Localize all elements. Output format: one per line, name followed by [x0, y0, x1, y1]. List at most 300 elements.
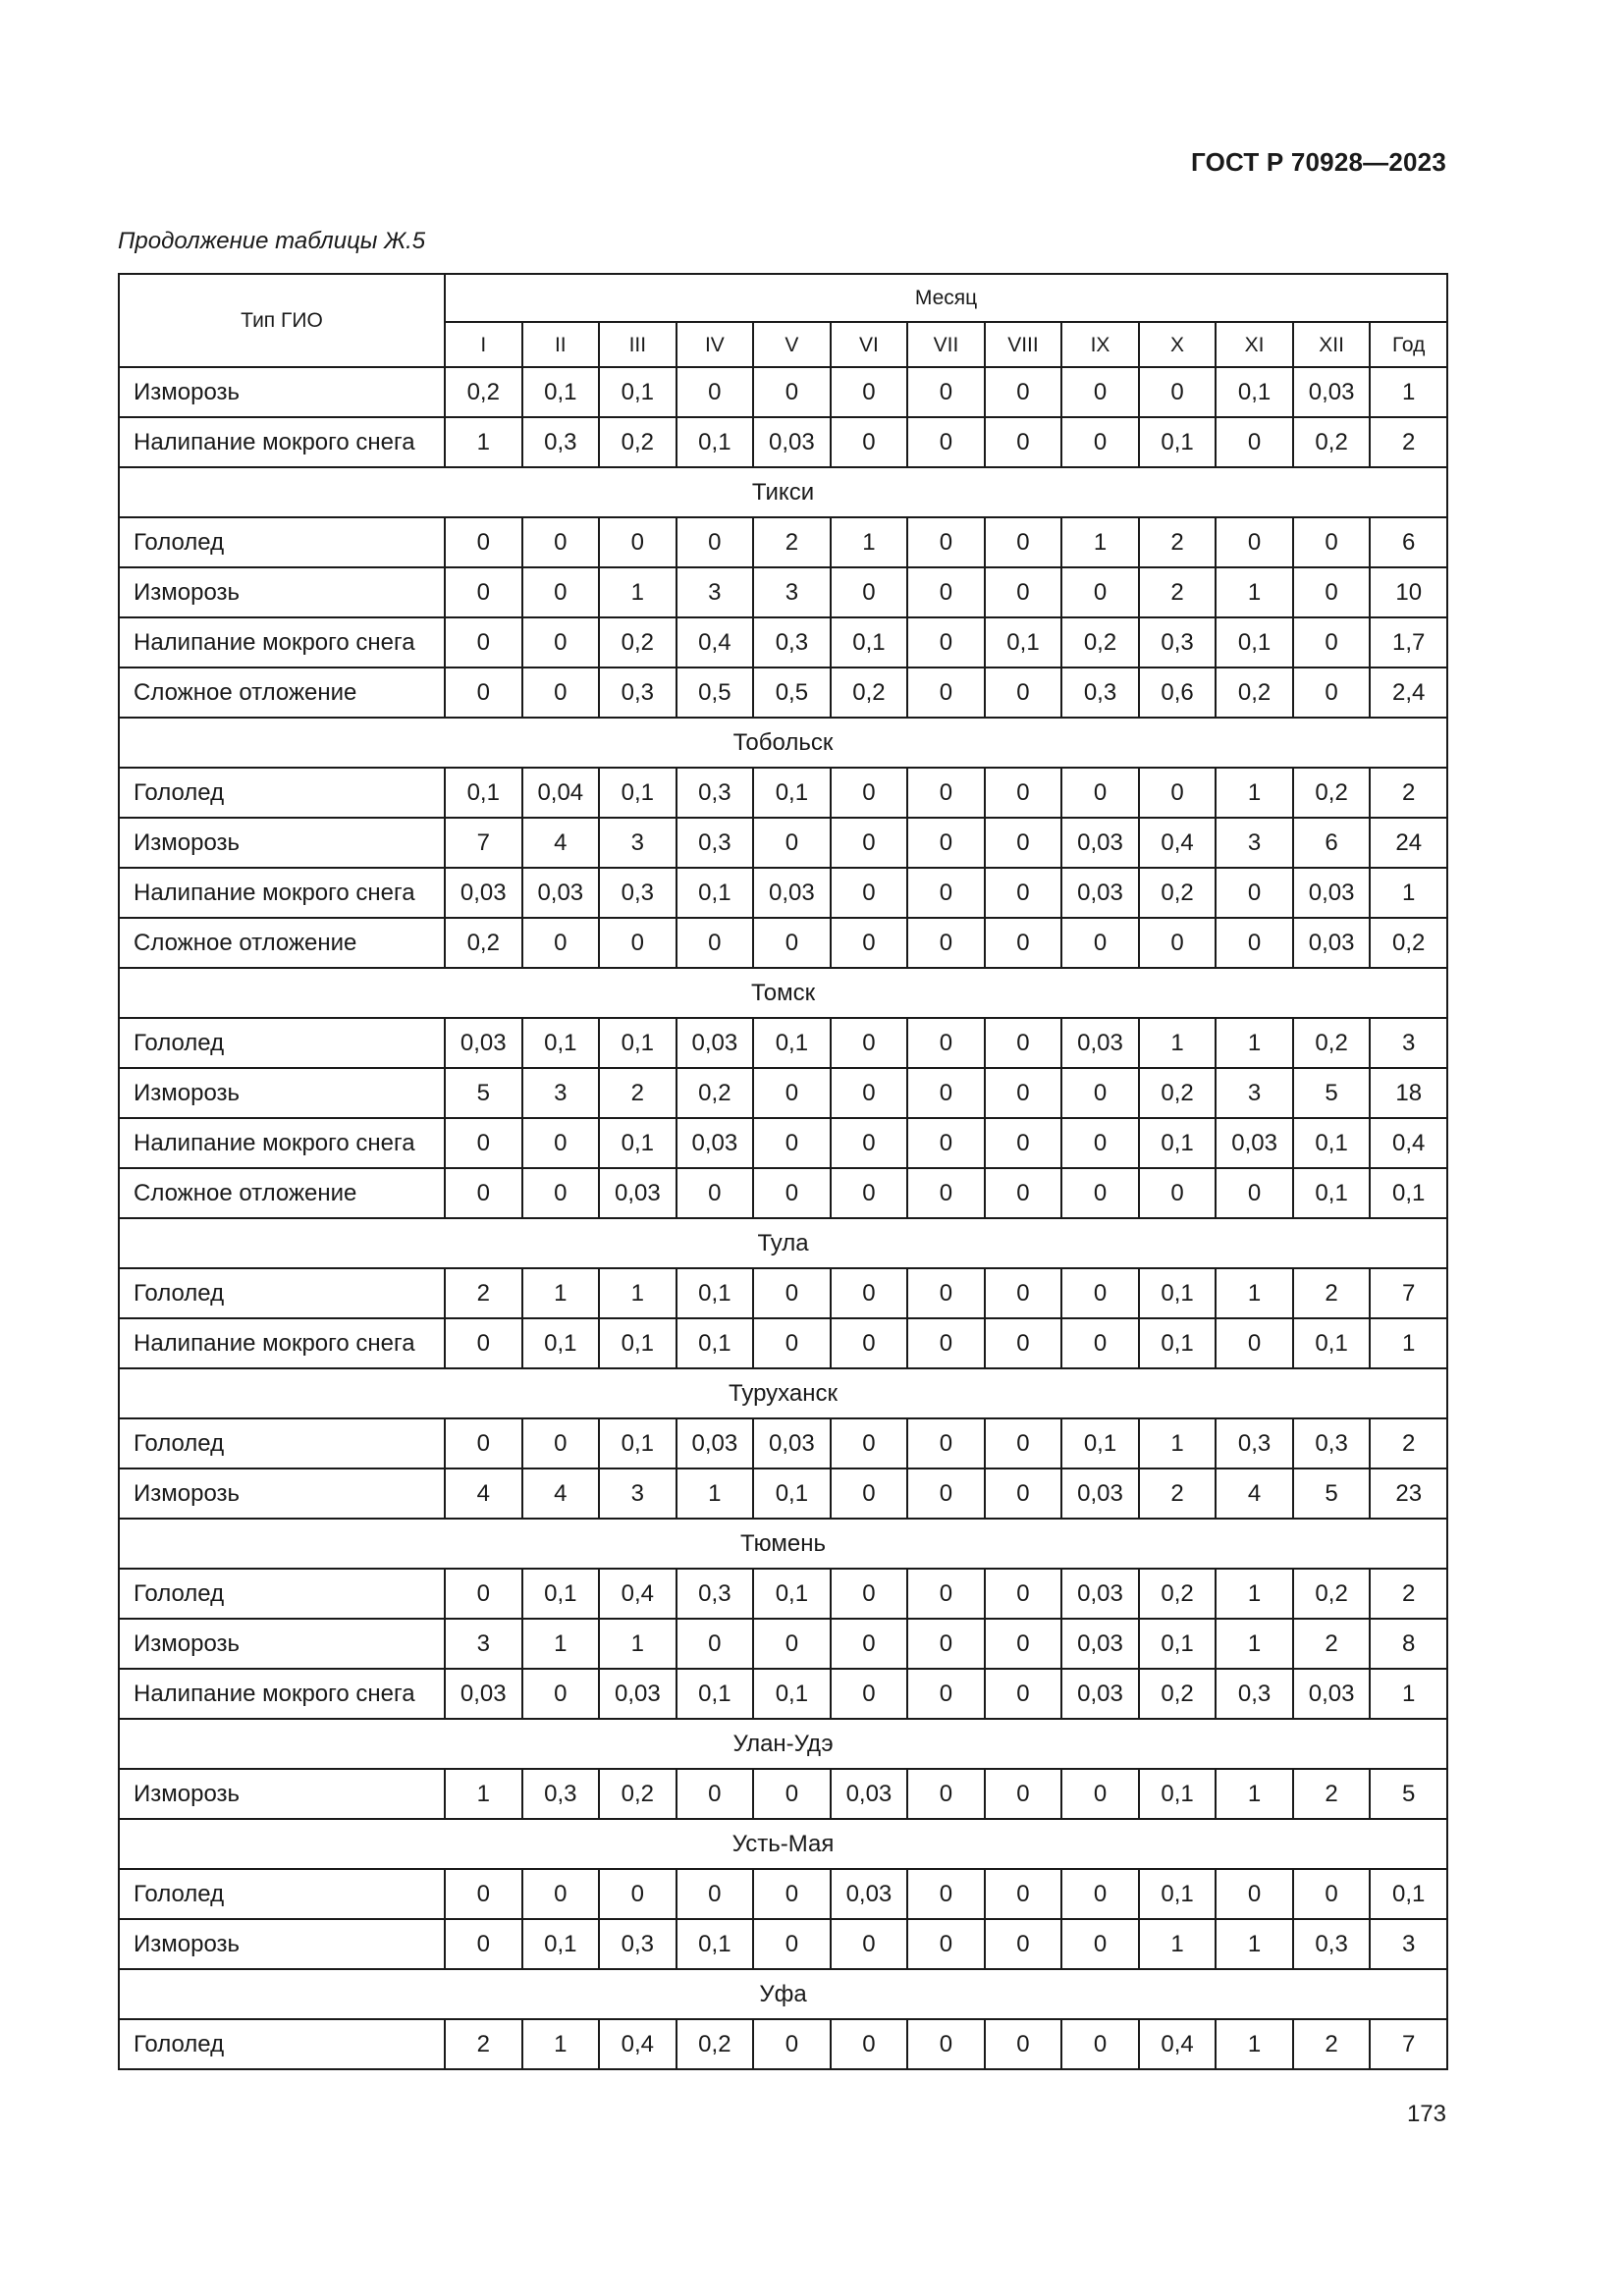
table-cell: 0,1: [1293, 1168, 1371, 1218]
station-name: Усть-Мая: [119, 1819, 1447, 1869]
table-cell: 2: [1139, 517, 1217, 567]
table-cell: 0: [985, 1118, 1062, 1168]
table-cell: 0: [831, 367, 908, 417]
table-cell: 0: [907, 1418, 985, 1468]
table-cell: 0: [1139, 768, 1217, 818]
table-cell: 0,04: [522, 768, 600, 818]
gio-type: Изморозь: [119, 1769, 445, 1819]
table-cell: 0,2: [1293, 417, 1371, 467]
table-cell: 0: [1061, 768, 1139, 818]
table-row: [119, 1769, 1447, 1819]
table-cell: 1: [1216, 567, 1293, 617]
table-cell: 2: [1370, 1418, 1447, 1468]
table-cell: 0: [522, 1418, 600, 1468]
table-caption: Продолжение таблицы Ж.5: [118, 228, 426, 254]
table-cell: 0: [985, 818, 1062, 868]
table-cell: 0: [599, 517, 677, 567]
table-row: [119, 1619, 1447, 1669]
station-name: Тикси: [119, 467, 1447, 517]
table-cell: 0: [985, 918, 1062, 968]
table-cell: 0: [445, 1418, 522, 1468]
table-cell: 0: [1061, 1769, 1139, 1819]
table-cell: 0,1: [677, 1919, 754, 1969]
table-cell: 0: [445, 1919, 522, 1969]
table-cell: 0,1: [1139, 1769, 1217, 1819]
table-cell: 1: [1216, 2019, 1293, 2069]
table-cell: 0: [1061, 567, 1139, 617]
table-row: [119, 1468, 1447, 1519]
table-cell: 0: [445, 1318, 522, 1368]
table-cell: 0,03: [677, 1118, 754, 1168]
table-cell: 2: [1293, 1769, 1371, 1819]
table-cell: 1: [1216, 768, 1293, 818]
table-cell: 2: [1293, 1619, 1371, 1669]
table-cell: 0: [753, 1919, 831, 1969]
table-cell: 0: [985, 1418, 1062, 1468]
table-cell: 0,2: [1293, 768, 1371, 818]
table-cell: 0,1: [677, 417, 754, 467]
table-cell: 0,1: [599, 768, 677, 818]
table-header: [119, 274, 1447, 367]
column-header: IX: [1061, 322, 1139, 367]
table-cell: 0,1: [753, 768, 831, 818]
table-cell: 0: [445, 1168, 522, 1218]
table-cell: 0,1: [599, 1418, 677, 1468]
table-cell: 0,03: [1061, 1018, 1139, 1068]
table-cell: 7: [1370, 2019, 1447, 2069]
table-cell: 4: [445, 1468, 522, 1519]
station-name: Улан-Удэ: [119, 1719, 1447, 1769]
table-cell: 0: [1216, 417, 1293, 467]
table-cell: 1: [522, 2019, 600, 2069]
table-cell: 2: [1370, 768, 1447, 818]
table-cell: 0,1: [599, 1018, 677, 1068]
table-cell: 0,03: [677, 1018, 754, 1068]
gio-type: Сложное отложение: [119, 1168, 445, 1218]
table-cell: 0,1: [753, 1569, 831, 1619]
table-cell: 0,4: [677, 617, 754, 667]
table-cell: 0,1: [753, 1468, 831, 1519]
table-cell: 0: [1061, 1268, 1139, 1318]
table-cell: 0: [1061, 1168, 1139, 1218]
table-cell: 0: [1061, 1919, 1139, 1969]
table-cell: 0,03: [599, 1669, 677, 1719]
table-cell: 1: [1216, 1919, 1293, 1969]
table-cell: 0: [985, 1869, 1062, 1919]
table-cell: 0: [1293, 1869, 1371, 1919]
table-cell: 0: [831, 1919, 908, 1969]
table-cell: 0,1: [677, 868, 754, 918]
table-row: [119, 517, 1447, 567]
station-name: Уфа: [119, 1969, 1447, 2019]
table-cell: 0: [445, 617, 522, 667]
table-cell: 3: [677, 567, 754, 617]
type-header: Тип ГИО: [119, 274, 445, 367]
gio-type: Гололед: [119, 2019, 445, 2069]
table-cell: 5: [445, 1068, 522, 1118]
table-cell: 0: [445, 567, 522, 617]
gio-type: Гололед: [119, 1268, 445, 1318]
table-cell: 0: [907, 1619, 985, 1669]
table-cell: 0: [1216, 1869, 1293, 1919]
table-cell: 0: [445, 517, 522, 567]
table-cell: 0: [753, 1068, 831, 1118]
table-cell: 3: [522, 1068, 600, 1118]
table-cell: 3: [753, 567, 831, 617]
table-cell: 0: [599, 918, 677, 968]
table-cell: 2: [1139, 567, 1217, 617]
table-row: [119, 1669, 1447, 1719]
table-cell: 0: [1216, 1318, 1293, 1368]
table-row: [119, 367, 1447, 417]
table-cell: 0: [753, 1318, 831, 1368]
table-cell: 1: [1216, 1619, 1293, 1669]
table-cell: 0: [985, 868, 1062, 918]
table-cell: 23: [1370, 1468, 1447, 1519]
table-cell: 0,3: [753, 617, 831, 667]
table-row: [119, 1068, 1447, 1118]
table-cell: 0: [1139, 1168, 1217, 1218]
table-cell: 0: [831, 1468, 908, 1519]
table-cell: 0,1: [1061, 1418, 1139, 1468]
gio-type: Изморозь: [119, 1068, 445, 1118]
table-cell: 0: [1216, 1168, 1293, 1218]
table-row: [119, 1569, 1447, 1619]
table-cell: 0: [831, 417, 908, 467]
table-row: [119, 1919, 1447, 1969]
table-cell: 0,1: [1139, 1619, 1217, 1669]
table-cell: 1: [1216, 1769, 1293, 1819]
table-cell: 0,03: [599, 1168, 677, 1218]
table-cell: 1: [1216, 1018, 1293, 1068]
table-cell: 0,03: [1293, 918, 1371, 968]
table-cell: 0: [907, 517, 985, 567]
column-header: V: [753, 322, 831, 367]
table-cell: 0: [831, 768, 908, 818]
station-row: [119, 467, 1447, 517]
table-cell: 0: [907, 1118, 985, 1168]
table-cell: 0,03: [753, 1418, 831, 1468]
table-cell: 0: [907, 1569, 985, 1619]
table-cell: 18: [1370, 1068, 1447, 1118]
table-cell: 0: [907, 2019, 985, 2069]
table-cell: 1: [1139, 1418, 1217, 1468]
table-cell: 1: [1139, 1919, 1217, 1969]
table-cell: 0,3: [599, 667, 677, 718]
station-name: Тула: [119, 1218, 1447, 1268]
table-cell: 1: [445, 417, 522, 467]
table-cell: 0: [753, 1769, 831, 1819]
table-cell: 0,3: [677, 768, 754, 818]
table-cell: 0: [1139, 367, 1217, 417]
table-cell: 0: [677, 1619, 754, 1669]
table-cell: 0,1: [1293, 1118, 1371, 1168]
table-cell: 3: [1370, 1018, 1447, 1068]
table-row: [119, 1418, 1447, 1468]
table-cell: 6: [1370, 517, 1447, 567]
table-cell: 0,4: [599, 1569, 677, 1619]
table-cell: 0,1: [1139, 1268, 1217, 1318]
table-cell: 0,4: [1139, 818, 1217, 868]
table-cell: 0,3: [1061, 667, 1139, 718]
table-cell: 0: [985, 1919, 1062, 1969]
table-cell: 0,2: [599, 417, 677, 467]
table-cell: 0,3: [599, 1919, 677, 1969]
table-cell: 0,2: [1061, 617, 1139, 667]
table-cell: 1: [522, 1268, 600, 1318]
table-cell: 0: [753, 818, 831, 868]
table-cell: 0: [907, 818, 985, 868]
table-cell: 5: [1293, 1468, 1371, 1519]
table-cell: 0,03: [1216, 1118, 1293, 1168]
table-cell: 0,1: [1216, 617, 1293, 667]
table-cell: 0: [1216, 517, 1293, 567]
table-cell: 0,3: [677, 818, 754, 868]
table-cell: 0: [907, 1168, 985, 1218]
table-cell: 0: [1216, 868, 1293, 918]
month-header: Месяц: [445, 274, 1447, 322]
table-cell: 0: [445, 667, 522, 718]
table-cell: 0: [985, 367, 1062, 417]
table-cell: 0: [985, 417, 1062, 467]
table-cell: 0: [985, 2019, 1062, 2069]
table-cell: 0,03: [445, 868, 522, 918]
gio-type: Изморозь: [119, 367, 445, 417]
table-cell: 0,1: [985, 617, 1062, 667]
table-cell: 0: [831, 918, 908, 968]
table-cell: 0,4: [1370, 1118, 1447, 1168]
table-cell: 5: [1293, 1068, 1371, 1118]
table-cell: 1: [1216, 1268, 1293, 1318]
table-cell: 0: [831, 1168, 908, 1218]
table-cell: 0: [522, 1869, 600, 1919]
table-cell: 4: [1216, 1468, 1293, 1519]
table-cell: 1: [522, 1619, 600, 1669]
table-cell: 3: [1216, 1068, 1293, 1118]
table-cell: 0: [985, 1168, 1062, 1218]
table-cell: 0,2: [445, 918, 522, 968]
table-cell: 4: [522, 818, 600, 868]
table-cell: 0,2: [677, 2019, 754, 2069]
table-cell: 0,1: [599, 1118, 677, 1168]
table-cell: 0: [907, 417, 985, 467]
table-cell: 0: [522, 567, 600, 617]
table-cell: 0: [907, 567, 985, 617]
table-cell: 0: [1061, 367, 1139, 417]
table-cell: 0: [831, 567, 908, 617]
gio-type: Налипание мокрого снега: [119, 617, 445, 667]
table-cell: 5: [1370, 1769, 1447, 1819]
table-row: [119, 918, 1447, 968]
table-cell: 0,1: [753, 1669, 831, 1719]
table-cell: 2: [1370, 417, 1447, 467]
gio-type: Налипание мокрого снега: [119, 868, 445, 918]
table-cell: 0,2: [1293, 1018, 1371, 1068]
table-row: [119, 1168, 1447, 1218]
table-cell: 1: [445, 1769, 522, 1819]
table-cell: 0,3: [522, 1769, 600, 1819]
table-cell: 0,1: [522, 1569, 600, 1619]
table-cell: 0,2: [599, 1769, 677, 1819]
table-cell: 0: [831, 818, 908, 868]
table-cell: 0: [985, 1068, 1062, 1118]
table-row: [119, 2019, 1447, 2069]
table-cell: 0: [1061, 417, 1139, 467]
table-cell: 0,2: [1139, 1068, 1217, 1118]
table-cell: 0,03: [1061, 1468, 1139, 1519]
station-row: [119, 1719, 1447, 1769]
table-cell: 0: [985, 667, 1062, 718]
table-cell: 0,4: [599, 2019, 677, 2069]
table-cell: 0: [907, 367, 985, 417]
station-name: Туруханск: [119, 1368, 1447, 1418]
table-cell: 0: [985, 1318, 1062, 1368]
table-cell: 0: [985, 1468, 1062, 1519]
table-cell: 0,03: [1293, 367, 1371, 417]
table-cell: 0: [831, 868, 908, 918]
table-cell: 1: [831, 517, 908, 567]
table-cell: 0,5: [753, 667, 831, 718]
table-cell: 0,1: [677, 1268, 754, 1318]
table-cell: 3: [1216, 818, 1293, 868]
table-cell: 4: [522, 1468, 600, 1519]
table-cell: 0,1: [1139, 417, 1217, 467]
column-header: VIII: [985, 322, 1062, 367]
table-cell: 0: [831, 2019, 908, 2069]
column-header: Год: [1370, 322, 1447, 367]
table-cell: 0,3: [1293, 1418, 1371, 1468]
gio-table: [118, 273, 1448, 2070]
table-cell: 0,1: [1370, 1168, 1447, 1218]
table-cell: 0: [1061, 1068, 1139, 1118]
table-cell: 0: [907, 1268, 985, 1318]
table-cell: 0: [907, 617, 985, 667]
table-cell: 1: [599, 567, 677, 617]
gio-type: Гололед: [119, 768, 445, 818]
column-header: XI: [1216, 322, 1293, 367]
table-row: [119, 667, 1447, 718]
station-row: [119, 1819, 1447, 1869]
table-cell: 0,03: [831, 1869, 908, 1919]
column-header: I: [445, 322, 522, 367]
table-cell: 0: [753, 1118, 831, 1168]
table-cell: 0,2: [1139, 1669, 1217, 1719]
gio-type: Сложное отложение: [119, 667, 445, 718]
table-cell: 0: [985, 1619, 1062, 1669]
table-cell: 2: [599, 1068, 677, 1118]
gio-type: Налипание мокрого снега: [119, 1669, 445, 1719]
table-cell: 1: [1370, 1669, 1447, 1719]
table-cell: 3: [1370, 1919, 1447, 1969]
table-cell: 0: [1061, 1118, 1139, 1168]
gio-type: Гололед: [119, 517, 445, 567]
table-cell: 0,03: [1061, 868, 1139, 918]
table-cell: 0,03: [1293, 1669, 1371, 1719]
table-cell: 0: [677, 918, 754, 968]
table-cell: 0: [831, 1669, 908, 1719]
table-cell: 0,03: [1061, 818, 1139, 868]
table-cell: 1: [599, 1268, 677, 1318]
table-cell: 0: [831, 1268, 908, 1318]
table-cell: 0: [985, 768, 1062, 818]
table-cell: 1: [599, 1619, 677, 1669]
table-cell: 0: [1293, 567, 1371, 617]
table-cell: 0: [677, 1168, 754, 1218]
table-row: [119, 417, 1447, 467]
table-cell: 0: [831, 1318, 908, 1368]
table-cell: 0,2: [1139, 1569, 1217, 1619]
document-code: ГОСТ Р 70928—2023: [1191, 147, 1446, 177]
table-cell: 0: [907, 1669, 985, 1719]
column-header: III: [599, 322, 677, 367]
station-row: [119, 1519, 1447, 1569]
table-cell: 0: [907, 868, 985, 918]
table-cell: 0,03: [753, 417, 831, 467]
table-cell: 0: [753, 1869, 831, 1919]
table-cell: 0: [985, 1018, 1062, 1068]
table-cell: 0: [677, 1769, 754, 1819]
table-row: [119, 1318, 1447, 1368]
table-cell: 1: [1370, 868, 1447, 918]
table-cell: 0: [985, 1268, 1062, 1318]
table-cell: 0: [753, 367, 831, 417]
table-cell: 0,1: [1293, 1318, 1371, 1368]
table-cell: 1: [677, 1468, 754, 1519]
station-row: [119, 968, 1447, 1018]
table-row: [119, 1118, 1447, 1168]
table-cell: 0,03: [1061, 1669, 1139, 1719]
table-cell: 1: [1139, 1018, 1217, 1068]
table-row: [119, 567, 1447, 617]
table-cell: 2: [1293, 2019, 1371, 2069]
gio-type: Изморозь: [119, 1919, 445, 1969]
table-cell: 3: [599, 818, 677, 868]
gio-type: Сложное отложение: [119, 918, 445, 968]
table-cell: 0: [677, 1869, 754, 1919]
table-cell: 2: [1139, 1468, 1217, 1519]
table-cell: 6: [1293, 818, 1371, 868]
table-cell: 0,1: [522, 1318, 600, 1368]
table-cell: 0,1: [753, 1018, 831, 1068]
table-cell: 7: [1370, 1268, 1447, 1318]
table-cell: 0: [907, 1468, 985, 1519]
table-row: [119, 768, 1447, 818]
table-cell: 8: [1370, 1619, 1447, 1669]
column-header: XII: [1293, 322, 1371, 367]
table-cell: 0: [1061, 1318, 1139, 1368]
table-cell: 0: [445, 1869, 522, 1919]
table-cell: 2: [445, 2019, 522, 2069]
table-cell: 0: [907, 768, 985, 818]
table-cell: 0: [985, 567, 1062, 617]
table-cell: 0,1: [522, 1919, 600, 1969]
table-cell: 1: [1216, 1569, 1293, 1619]
table-cell: 3: [445, 1619, 522, 1669]
table-cell: 0: [522, 1168, 600, 1218]
gio-type: Изморозь: [119, 818, 445, 868]
table-cell: 0: [522, 667, 600, 718]
table-cell: 2: [1293, 1268, 1371, 1318]
table-cell: 0: [1061, 2019, 1139, 2069]
table-cell: 10: [1370, 567, 1447, 617]
table-cell: 3: [599, 1468, 677, 1519]
table-cell: 0,1: [522, 367, 600, 417]
table-cell: 0: [831, 1418, 908, 1468]
table-cell: 0: [753, 1268, 831, 1318]
table-row: [119, 818, 1447, 868]
table-cell: 0: [907, 1318, 985, 1368]
table-cell: 0: [1061, 918, 1139, 968]
